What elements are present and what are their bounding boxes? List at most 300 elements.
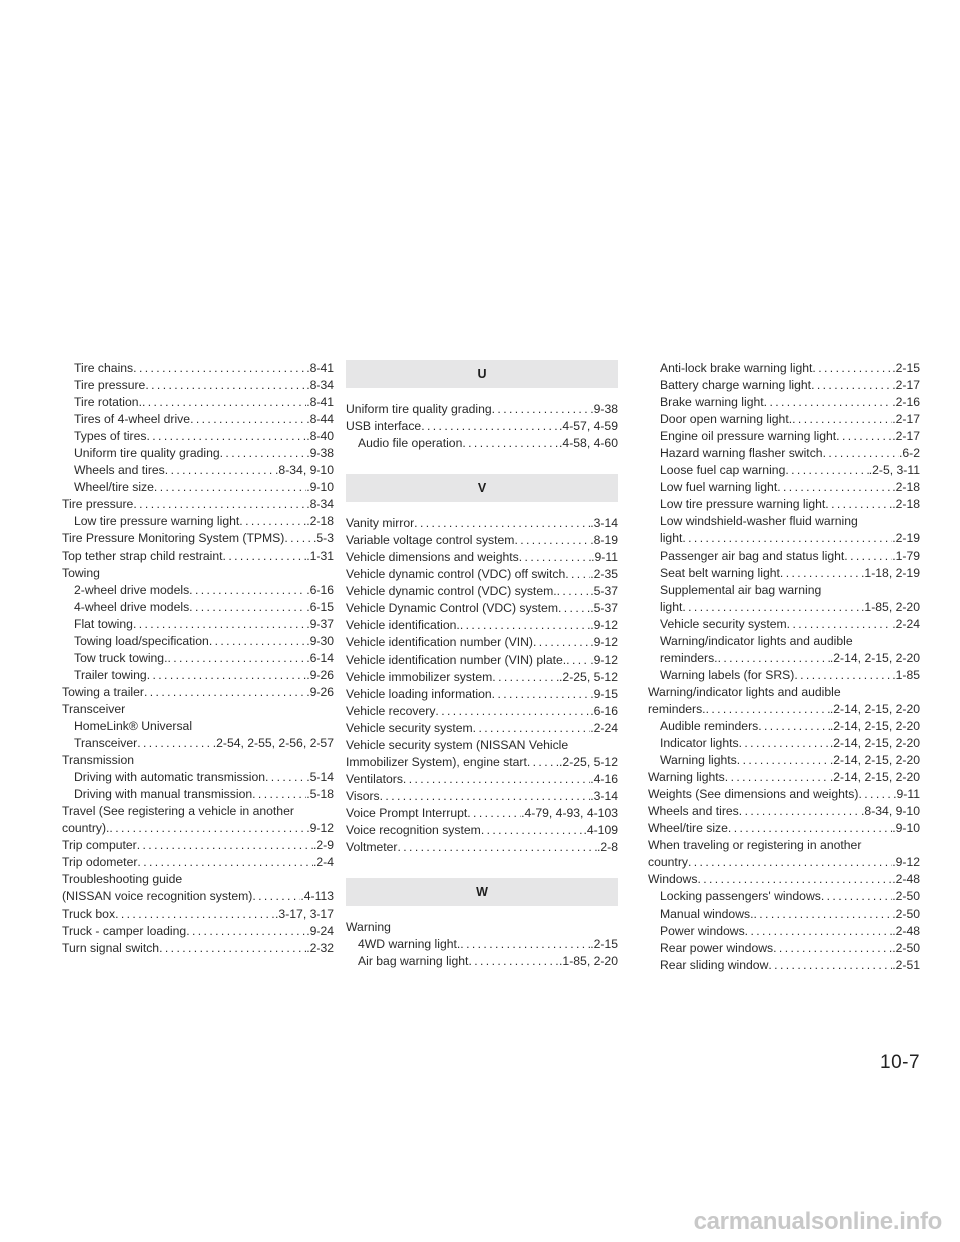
index-entry-label: Tire pressure (62, 497, 134, 512)
index-entry-label: Warning lights (648, 770, 725, 785)
dot-leader (189, 582, 306, 599)
index-entry-label: Wheels and tires (74, 463, 165, 478)
index-entry-label: Battery charge warning light (660, 378, 812, 393)
watermark-text: carmanualsonline.info (693, 1208, 942, 1235)
dot-leader (737, 752, 830, 769)
index-entry-label: Indicator lights (660, 736, 739, 751)
index-entry (648, 428, 920, 445)
dot-leader (823, 445, 899, 462)
index-heading-line: Transceiver (62, 701, 126, 716)
index-entry-label: Warning lights (660, 753, 737, 768)
index-entry-page: .6-14 (306, 650, 334, 665)
index-entry-label: Vehicle dynamic control (VDC) system. (346, 584, 557, 599)
dot-leader (223, 548, 307, 565)
index-entry (62, 411, 334, 428)
index-entry-label: Air bag warning light (358, 954, 469, 969)
index-entry-label: Immobilizer System), engine start (346, 754, 527, 769)
index-entry-page: .2-48 (892, 923, 920, 938)
index-entry (648, 735, 920, 752)
index-entry (648, 394, 920, 411)
index-entry-page: .4-58, 4-60 (559, 436, 618, 451)
index-entry (648, 820, 920, 837)
dot-leader (137, 837, 313, 854)
dot-leader (682, 599, 861, 616)
index-entry-label: 2-wheel drive models (74, 582, 190, 597)
dot-leader (220, 445, 307, 462)
dot-leader (252, 786, 306, 803)
index-entry-page: .2-4 (312, 855, 334, 870)
dot-leader (792, 411, 892, 428)
dot-leader (137, 735, 213, 752)
dot-leader (144, 684, 306, 701)
index-entry-page: .5-3 (312, 531, 334, 546)
dot-leader (137, 854, 313, 871)
dot-leader (467, 805, 521, 822)
index-entry-page: .5-18 (306, 787, 334, 802)
index-entry-page: .4-57, 4-59 (559, 419, 618, 434)
index-heading-line: Travel (See registering a vehicle in another (62, 804, 294, 819)
index-entry (346, 839, 618, 856)
dot-leader (768, 957, 892, 974)
index-entry (62, 837, 334, 854)
index-entry-label: Voice Prompt Interrupt (346, 805, 468, 820)
index-entry-page: .2-17 (892, 429, 920, 444)
index-entry-page: .2-19 (892, 531, 920, 546)
index-entry-page: .2-35 (590, 567, 618, 582)
index-entry-label: Transceiver (74, 736, 138, 751)
index-entry (62, 650, 334, 667)
dot-leader (284, 530, 313, 547)
index-entry-label: Driving with automatic transmission (74, 770, 266, 785)
index-entry-label: Vehicle loading information (346, 686, 492, 701)
index-entry-label: Truck - camper loading (62, 923, 187, 938)
index-entry-page: .1-85, 2-20 (861, 599, 920, 614)
index-entry-page: .9-38 (590, 402, 618, 416)
index-entry-page: .2-14, 2-15, 2-20 (829, 770, 920, 785)
dot-leader (682, 530, 892, 547)
index-entry-label: country (648, 855, 688, 870)
dot-leader (167, 650, 306, 667)
index-entry-label: Anti-lock brake warning light (660, 361, 813, 375)
dot-leader (758, 718, 830, 735)
index-entry-page: .2-50 (892, 906, 920, 921)
index-entry (62, 684, 334, 701)
index-heading-line: When traveling or registering in another (648, 838, 862, 853)
index-entry (346, 418, 618, 435)
index-entry-label: Ventilators (346, 771, 403, 786)
index-entry (62, 820, 334, 837)
index-entry-label: Vehicle Dynamic Control (VDC) system (346, 601, 558, 616)
index-entry-label: Towing load/specification (74, 633, 209, 648)
index-entry-page: .6-15 (306, 599, 334, 614)
index-entry-label: Tow truck towing. (74, 650, 168, 665)
dot-leader (186, 923, 306, 940)
index-entry (346, 936, 618, 953)
index-entry-label: Trip odometer (62, 855, 138, 870)
index-entry-label: Uniform tire quality grading (346, 402, 492, 416)
section-spacer (346, 388, 618, 401)
index-entry-label: Vehicle immobilizer system (346, 669, 493, 684)
dot-leader (566, 652, 590, 669)
index-entry-label: Engine oil pressure warning light (660, 429, 837, 444)
index-entry-label: Uniform tire quality grading (74, 446, 220, 461)
dot-leader (780, 565, 861, 582)
index-entry-label: 4WD warning light. (358, 937, 461, 952)
index-entry (648, 565, 920, 582)
dot-leader (844, 548, 892, 565)
index-column-3 (648, 360, 920, 974)
index-entry (346, 401, 618, 418)
index-entry-label: (NISSAN voice recognition system) (62, 889, 253, 904)
index-entry-page: .9-12 (590, 652, 618, 667)
index-entry-label: Hazard warning flasher switch (660, 446, 823, 461)
dot-leader (133, 616, 306, 633)
index-entry (648, 650, 920, 667)
index-entry-page: .2-18 (892, 480, 920, 495)
index-entry-label: Low fuel warning light (660, 480, 778, 495)
index-entry (648, 616, 920, 633)
dot-leader (514, 532, 590, 549)
dot-leader (190, 411, 306, 428)
index-entry-page: .2-48 (892, 872, 920, 887)
index-entry-label: Locking passengers' windows (660, 889, 821, 904)
index-entry (62, 906, 334, 923)
index-entry (648, 701, 920, 718)
index-entry-label: Vehicle identification number (VIN) (346, 635, 533, 650)
index-column-2 (346, 360, 618, 970)
index-entry (346, 583, 618, 600)
index-entry-page: .9-12 (306, 821, 334, 836)
index-entry-label: Windows (648, 872, 698, 887)
index-entry (346, 549, 618, 566)
index-entry (62, 854, 334, 871)
index-entry-label: light (660, 599, 683, 614)
dot-leader (787, 616, 893, 633)
index-entry-page: .2-5, 3-11 (868, 463, 920, 478)
index-entry-page: .9-11 (591, 550, 618, 565)
index-entry-page: .2-51 (892, 957, 920, 972)
index-entry-label: Low tire pressure warning light (660, 497, 826, 512)
index-entry-page: .1-85 (892, 667, 920, 682)
index-entry (62, 360, 334, 377)
index-entry (346, 771, 618, 788)
index-entry-page: .9-37 (306, 616, 334, 631)
index-entry-label: Wheels and tires (648, 804, 739, 819)
index-entry (62, 616, 334, 633)
index-entry (62, 735, 334, 752)
index-entry-page: .3-14 (590, 788, 618, 803)
index-entry-page: .9-10 (306, 480, 334, 495)
dot-leader (380, 788, 591, 805)
index-heading-line: Warning/indicator lights and audible (660, 633, 853, 648)
index-entry (62, 394, 334, 411)
index-entry-page: .1-31 (306, 548, 334, 563)
index-entry (62, 599, 334, 616)
dot-leader (492, 686, 591, 703)
index-entry-page: .2-25, 5-12 (559, 669, 618, 684)
index-entry-label: 4-wheel drive models (74, 599, 190, 614)
dot-leader (115, 906, 275, 923)
index-heading-line: Warning/indicator lights and audible (648, 684, 841, 699)
index-entry (62, 633, 334, 650)
index-entry-page: .3-17, 3-17 (275, 906, 334, 921)
dot-leader (481, 822, 584, 839)
index-entry (346, 652, 618, 669)
dot-leader (403, 771, 590, 788)
dot-leader (688, 854, 892, 871)
index-entry-page: .9-24 (306, 923, 334, 938)
index-entry (62, 530, 334, 547)
index-entry-label: Brake warning light (660, 395, 764, 410)
index-entry (648, 462, 920, 479)
index-entry-label: Tire pressure (74, 378, 146, 393)
section-header-w: W (346, 878, 618, 906)
index-entry (62, 428, 334, 445)
index-entry-page: .9-30 (306, 633, 334, 648)
index-entry (346, 953, 618, 970)
dot-leader (435, 703, 590, 720)
index-heading-line: Warning (346, 920, 391, 935)
index-entry (648, 803, 920, 820)
index-entry-page: .2-50 (892, 940, 920, 955)
index-entry (648, 599, 920, 616)
index-entry (648, 854, 920, 871)
index-column-1 (62, 360, 334, 957)
dot-leader (777, 479, 892, 496)
index-entry-label: Driving with manual transmission (74, 787, 253, 802)
dot-leader (812, 360, 892, 377)
index-entry-label: Power windows (660, 923, 745, 938)
index-entry-page: .9-38 (306, 446, 334, 461)
index-entry (62, 548, 334, 565)
index-entry (346, 515, 618, 532)
index-entry-label: Rear power windows (660, 940, 774, 955)
index-entry (62, 923, 334, 940)
index-entry-label: Variable voltage control system (346, 533, 515, 548)
dot-leader (189, 599, 306, 616)
index-entry-label: Wheel/tire size (648, 821, 728, 836)
index-entry-label: Truck box (62, 906, 116, 921)
index-entry-page: .2-50 (892, 889, 920, 904)
index-entry-label: Vehicle identification. (346, 618, 460, 633)
dot-leader (557, 583, 591, 600)
index-entry (346, 788, 618, 805)
dot-leader (558, 600, 590, 617)
index-entry (62, 377, 334, 394)
index-entry-label: light (660, 531, 683, 546)
index-entry (62, 888, 334, 905)
index-entry (648, 667, 920, 684)
index-entry-label: country). (62, 821, 110, 836)
dot-leader (460, 936, 590, 953)
index-entry-page: .9-26 (306, 667, 334, 682)
index-entry-page: .8-34, 9-10 (275, 463, 334, 478)
index-entry (648, 718, 920, 735)
index-entry-page: .9-12 (590, 618, 618, 633)
dot-leader (397, 839, 597, 856)
index-entry-page: .4-113 (300, 889, 334, 904)
index-entry (648, 923, 920, 940)
section-header-v: V (346, 474, 618, 502)
index-entry (648, 752, 920, 769)
dot-leader (811, 377, 892, 394)
dot-leader (527, 754, 559, 771)
dot-leader (142, 394, 306, 411)
index-entry-label: Loose fuel cap warning (660, 463, 786, 478)
dot-leader (147, 667, 307, 684)
section-spacer (346, 856, 618, 878)
index-entry (648, 479, 920, 496)
dot-leader (745, 923, 893, 940)
index-heading-line: Troubleshooting guide (62, 872, 183, 887)
index-entry (648, 360, 920, 377)
dot-leader (725, 769, 830, 786)
index-entry-page: .5-37 (590, 584, 618, 599)
index-entry (62, 582, 334, 599)
page-number: 10-7 (880, 1052, 921, 1073)
index-entry (346, 634, 618, 651)
index-heading-line: HomeLink® Universal (74, 718, 193, 733)
index-entry-page: .2-8 (596, 840, 618, 855)
index-entry (648, 871, 920, 888)
index-entry-page: .4-109 (583, 822, 618, 837)
index-entry-page: .5-37 (590, 601, 618, 616)
index-entry (346, 566, 618, 583)
index-entry (346, 720, 618, 737)
dot-leader (492, 401, 591, 418)
index-entry (648, 957, 920, 974)
index-entry-page: .2-17 (892, 378, 920, 393)
index-entry-page: .1-85, 2-20 (559, 954, 618, 969)
index-entry-page: .2-54, 2-55, 2-56, 2-57 (212, 736, 334, 751)
dot-leader (159, 940, 306, 957)
index-entry-label: Audio file operation (358, 436, 463, 451)
index-entry-label: Tire chains (74, 361, 134, 375)
dot-leader (492, 669, 559, 686)
dot-leader (753, 906, 892, 923)
dot-leader (460, 617, 590, 634)
index-entry-page: .8-41 (306, 361, 334, 375)
index-entry-page: .1-18, 2-19 (861, 565, 920, 580)
dot-leader (468, 953, 559, 970)
section-spacer (346, 502, 618, 515)
index-entry-page: .2-14, 2-15, 2-20 (829, 753, 920, 768)
index-entry-page: .2-15 (892, 361, 920, 375)
index-entry (346, 703, 618, 720)
index-entry (648, 411, 920, 428)
index-entry-label: Manual windows. (660, 906, 754, 921)
dot-leader (785, 462, 868, 479)
dot-leader (706, 701, 830, 718)
index-entry-label: Warning labels (for SRS) (660, 667, 795, 682)
index-entry-label: Rear sliding window (660, 957, 769, 972)
index-entry-label: USB interface (346, 419, 422, 434)
index-entry-label: Voice recognition system (346, 822, 481, 837)
index-entry (62, 445, 334, 462)
index-entry-page: .6-2 (898, 446, 920, 461)
index-entry-label: Towing a trailer (62, 684, 144, 699)
index-entry-page: .2-17 (892, 412, 920, 427)
index-entry (648, 769, 920, 786)
dot-leader (473, 720, 591, 737)
index-entry-label: Tire Pressure Monitoring System (TPMS) (62, 531, 285, 546)
index-entry-label: Top tether strap child restraint (62, 548, 223, 563)
index-entry-page: .1-79 (892, 548, 920, 563)
index-entry (62, 496, 334, 513)
index-entry-page: .2-14, 2-15, 2-20 (829, 701, 920, 716)
index-entry-label: Vanity mirror (346, 516, 415, 531)
index-entry-label: Seat belt warning light (660, 565, 780, 580)
dot-leader (133, 360, 306, 377)
dot-leader (739, 803, 861, 820)
index-entry-label: Audible reminders (660, 718, 759, 733)
dot-leader (165, 462, 275, 479)
index-entry (648, 906, 920, 923)
index-entry-page: .8-19 (590, 533, 618, 548)
dot-leader (252, 888, 300, 905)
index-entry-label: Trip computer (62, 838, 137, 853)
index-entry-page: .2-25, 5-12 (559, 754, 618, 769)
index-entry-label: Vehicle dynamic control (VDC) off switch (346, 567, 566, 582)
index-entry-label: Trailer towing (74, 667, 147, 682)
dot-leader (739, 735, 830, 752)
index-entry (346, 805, 618, 822)
index-entry (346, 435, 618, 452)
index-entry-page: .9-10 (892, 821, 920, 836)
index-entry-page: .2-16 (892, 395, 920, 410)
dot-leader (821, 888, 892, 905)
index-entry-page: .9-26 (306, 684, 334, 699)
index-entry-page: .6-16 (306, 582, 334, 597)
index-entry-label: reminders. (660, 650, 718, 665)
index-entry-label: Passenger air bag and status light (660, 548, 845, 563)
dot-leader (146, 428, 306, 445)
index-entry-page: .4-79, 4-93, 4-103 (521, 805, 618, 820)
index-entry (62, 667, 334, 684)
index-entry-page: .2-9 (312, 838, 334, 853)
dot-leader (728, 820, 892, 837)
index-entry-label: Door open warning light. (660, 412, 793, 427)
index-entry (62, 462, 334, 479)
index-entry (648, 377, 920, 394)
dot-leader (239, 513, 306, 530)
dot-leader (154, 479, 306, 496)
index-entry-page: .9-11 (893, 787, 920, 802)
dot-leader (133, 496, 306, 513)
index-entry (62, 479, 334, 496)
dot-leader (462, 435, 559, 452)
index-entry-page: .9-12 (892, 855, 920, 870)
index-entry (346, 669, 618, 686)
index-entry-page: .9-12 (590, 635, 618, 650)
index-entry-page: .8-40 (306, 429, 334, 444)
dot-leader (825, 496, 892, 513)
dot-leader (109, 820, 306, 837)
index-heading-line: Towing (62, 565, 100, 580)
index-entry-label: Wheel/tire size (74, 480, 154, 495)
index-entry-label: Tire rotation. (74, 395, 142, 410)
dot-leader (794, 667, 892, 684)
dot-leader (718, 650, 830, 667)
index-entry (62, 786, 334, 803)
index-entry-label: Flat towing (74, 616, 133, 631)
index-entry (648, 445, 920, 462)
index-entry (346, 617, 618, 634)
index-entry (62, 513, 334, 530)
index-entry-label: Vehicle security system (346, 720, 473, 735)
index-entry-page: .5-14 (306, 770, 334, 785)
index-entry-page: .9-15 (590, 686, 618, 701)
